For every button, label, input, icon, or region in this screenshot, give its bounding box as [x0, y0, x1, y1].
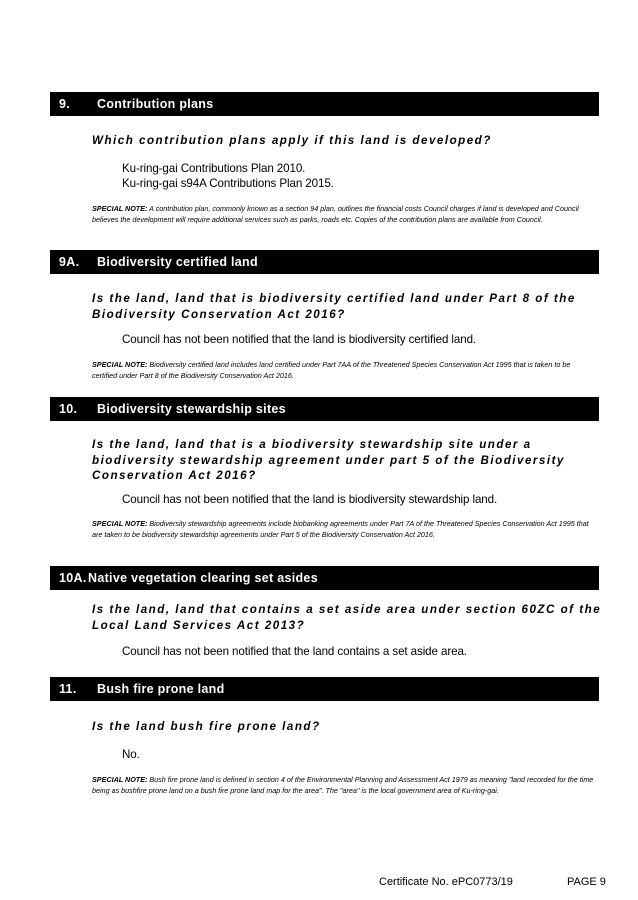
- special-note: [92, 204, 597, 226]
- special-note: [92, 775, 597, 797]
- section-answer: No.: [122, 748, 140, 761]
- special-note: [92, 360, 597, 382]
- section-question: Is the land bush fire prone land?: [92, 720, 321, 733]
- section-number: 10A.: [59, 571, 87, 585]
- section-title: Contribution plans: [97, 97, 214, 111]
- special-note-text: Biodiversity certified land includes land certified under Part 7AA of the Threatened Species Conservation Act 1995 that is taken to be certified under Part 8 of the Biodiversity Conservation Act 2016.: [92, 360, 571, 380]
- section-title: Biodiversity stewardship sites: [97, 402, 286, 416]
- section-number: 9.: [59, 97, 71, 111]
- special-note-label: SPECIAL NOTE:: [92, 204, 148, 213]
- section-number: 11.: [59, 682, 77, 696]
- section-answer: Council has not been notified that the land contains a set aside area.: [122, 645, 467, 658]
- section-answer: Council has not been notified that the land is biodiversity certified land.: [122, 333, 477, 346]
- special-note-label: SPECIAL NOTE:: [92, 360, 148, 369]
- special-note-label: SPECIAL NOTE:: [92, 519, 148, 528]
- section-answer: Ku-ring-gai s94A Contributions Plan 2015.: [122, 177, 334, 190]
- special-note: [92, 519, 597, 541]
- section-question: Is the land, land that contains a set aside area under section 60ZC of the Local Land Services Act 2013?: [92, 603, 602, 632]
- special-note-text: A contribution plan, commonly known as a section 94 plan, outlines the financial costs Council charges if land is developed and Council believes the development will require additional services such as parks, roads etc. Copies of the contribution plans are available from Council.: [92, 204, 579, 224]
- section-title: Biodiversity certified land: [97, 255, 258, 269]
- special-note-text: Bush fire prone land is defined in section 4 of the Environmental Planning and Assessment Act 1979 as meaning "land recorded for the time being as bushfire prone land on a bush fire prone land map for the area". The "area" is the local government area of Ku-ring-gai.: [92, 775, 594, 795]
- section-number: 10.: [59, 402, 78, 416]
- section-header-9: [50, 92, 599, 116]
- section-answer: Ku-ring-gai Contributions Plan 2010.: [122, 162, 306, 175]
- section-title: Native vegetation clearing set asides: [88, 571, 318, 585]
- section-header-10: [50, 397, 599, 421]
- section-question: Which contribution plans apply if this land is developed?: [92, 134, 492, 147]
- special-note-label: SPECIAL NOTE:: [92, 775, 148, 784]
- section-question: Is the land, land that is a biodiversity stewardship site under a biodiversity stewardship agreement under part 5 of the Biodiversity Conservation Act 2016?: [92, 438, 565, 482]
- section-header-9a: [50, 250, 599, 274]
- section-question: Is the land, land that is biodiversity certified land under Part 8 of the Biodiversity Conservation Act 2016?: [92, 292, 576, 321]
- page-number: PAGE 9: [567, 876, 606, 888]
- section-answer: Council has not been notified that the land is biodiversity stewardship land.: [122, 493, 498, 506]
- section-number: 9A.: [59, 255, 80, 269]
- section-header-10a: [50, 566, 599, 590]
- certificate-number: Certificate No. ePC0773/19: [379, 876, 513, 888]
- section-header-11: [50, 677, 599, 701]
- section-title: Bush fire prone land: [97, 682, 225, 696]
- special-note-text: Biodiversity stewardship agreements include biobanking agreements under Part 7A of the Threatened Species Conservation Act 1995 that are taken to be biodiversity stewardship agreements under Part 5 of the Biodiversity Conservation Act 2016.: [92, 519, 589, 539]
